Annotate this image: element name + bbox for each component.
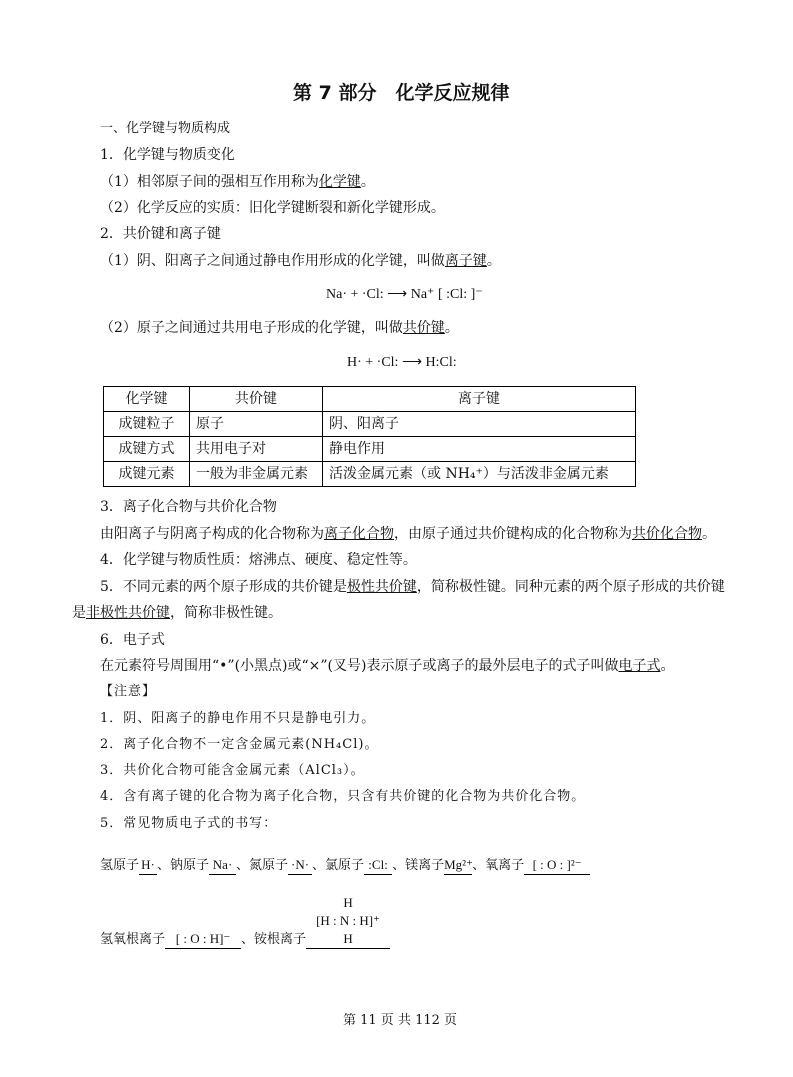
equation-covalent: H· + ·Cl: ⟶ H:Cl:	[347, 355, 457, 370]
electron-formula-row: 氢氧根离子 [ : O : H]⁻ 、铵根离子 H [H : N : H]⁺ H	[100, 894, 390, 949]
heading: 2．共价键和离子键	[100, 226, 221, 242]
cell: 成键元素	[104, 462, 190, 487]
page-footer: 第 11 页 共 112 页	[343, 1013, 458, 1028]
cell: 成键方式	[104, 437, 190, 462]
section-heading: 一、化学键与物质构成	[100, 121, 231, 136]
header-cell: 化学键	[104, 387, 190, 412]
header-cell: 离子键	[323, 387, 636, 412]
paragraph: 在元素符号周围用“•”(小黑点)或“×”(叉号)表示原子或离子的最外层电子的式子叫做电子式。	[100, 658, 675, 674]
electron-formula-row: 氢原子 H· 、钠原子 Na· 、氮原子 ·N· 、氯原子 :Cl: 、镁离子Mg²⁺、氧离子 [ : O : ]²⁻	[100, 856, 590, 875]
nh4-formula: [H : N : H]⁺	[316, 913, 380, 928]
answer-na: Na·	[209, 856, 236, 875]
note-item: 3．共价化合物可能含金属元素（AlCl₃）。	[100, 763, 365, 778]
answer-mg: Mg²⁺	[444, 856, 472, 875]
equation-ionic: Na· + ·Cl: ⟶ Na⁺ [ :Cl: ]⁻	[326, 287, 483, 302]
paragraph: 4．化学键与物质性质：熔沸点、硬度、稳定性等。	[100, 552, 417, 568]
bond-comparison-table	[103, 386, 636, 487]
paragraph: 5．不同元素的两个原子形成的共价键是极性共价键，简称极性键。同种元素的两个原子形成的共价键	[100, 579, 725, 595]
note-item: 1．阴、阳离子的静电作用不只是静电引力。	[100, 711, 376, 726]
note-item: 2．离子化合物不一定含金属元素(NH₄Cl)。	[100, 737, 379, 752]
answer-o: [ : O : ]²⁻	[524, 856, 590, 875]
header-cell: 共价键	[190, 387, 323, 412]
table-header	[104, 387, 636, 412]
cell: 成键粒子	[104, 412, 190, 437]
paragraph: （1）阴、阳离子之间通过静电作用形成的化学键，叫做离子键。	[100, 253, 501, 269]
paragraph: 由阳离子与阴离子构成的化合物称为离子化合物，由原子通过共价键构成的化合物称为共价化合物。	[100, 526, 716, 542]
table-row	[104, 412, 636, 437]
paragraph: （2）化学反应的实质：旧化学键断裂和新化学键形成。	[100, 200, 445, 216]
paragraph: 是非极性共价键，简称非极性键。	[72, 605, 282, 621]
nh4-bottom-h: H	[306, 930, 390, 949]
cell: 共用电子对	[190, 437, 323, 462]
paragraph: （1）相邻原子间的强相互作用称为化学键。	[100, 174, 375, 190]
paragraph: （2）原子之间通过共用电子形成的化学键，叫做共价键。	[100, 320, 459, 336]
note-heading: 【注意】	[100, 684, 157, 699]
answer-n: ·N·	[288, 856, 312, 875]
nh4-top-h: H	[343, 895, 353, 910]
table-row	[104, 462, 636, 487]
cell: 静电作用	[323, 437, 636, 462]
answer-cl: :Cl:	[364, 856, 392, 875]
heading: 3．离子化合物与共价化合物	[100, 499, 277, 515]
table-row	[104, 437, 636, 462]
cell: 阴、阳离子	[323, 412, 636, 437]
heading: 6．电子式	[100, 632, 165, 648]
page-title: 第 7 部分 化学反应规律	[293, 82, 510, 104]
cell: 活泼金属元素（或 NH₄⁺）与活泼非金属元素	[323, 462, 636, 487]
answer-h: H·	[139, 856, 157, 875]
note-item: 4．含有离子键的化合物为离子化合物，只含有共价键的化合物为共价化合物。	[100, 789, 586, 804]
note-item: 5．常见物质电子式的书写：	[100, 816, 278, 831]
cell: 原子	[190, 412, 323, 437]
heading: 1．化学键与物质变化	[100, 147, 235, 163]
cell: 一般为非金属元素	[190, 462, 323, 487]
answer-nh4	[306, 894, 390, 949]
answer-oh: [ : O : H]⁻	[165, 930, 241, 949]
